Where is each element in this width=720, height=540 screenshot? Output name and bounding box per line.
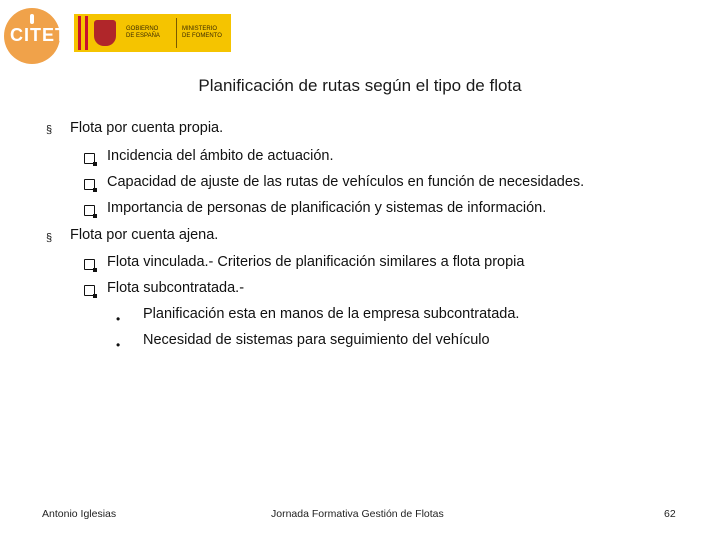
- bullet-2-subitem-1: Planificación esta en manos de la empresa subcontratada.: [143, 306, 520, 322]
- gov-left-line-1: GOBIERNO: [126, 26, 159, 32]
- checkbox-bullet-icon: [84, 285, 95, 296]
- dot-bullet-icon: •: [116, 338, 121, 352]
- flag-stripe-center: [81, 16, 85, 50]
- footer-author: Antonio Iglesias: [42, 508, 117, 520]
- gov-left-line-2: DE ESPAÑA: [126, 33, 160, 39]
- gov-left-text: [126, 26, 160, 40]
- square-bullet-icon: §: [46, 124, 53, 136]
- bullet-1-label: Flota por cuenta propia.: [70, 120, 224, 136]
- citet-logo-mark: [30, 14, 34, 24]
- bullet-2-item-1: Flota vinculada.- Criterios de planificación similares a flota propia: [107, 254, 525, 270]
- checkbox-bullet-icon: [84, 179, 95, 190]
- footer-event: Jornada Formativa Gestión de Flotas: [271, 508, 444, 520]
- bullet-1-item-1: Incidencia del ámbito de actuación.: [107, 148, 334, 164]
- gov-right-line-1: MINISTERIO: [182, 26, 218, 32]
- footer-page-number: 62: [664, 508, 676, 520]
- bullet-2-label: Flota por cuenta ajena.: [70, 227, 219, 243]
- checkbox-bullet-icon: [84, 205, 95, 216]
- slide-title: Planificación de rutas según el tipo de flota: [198, 76, 522, 95]
- citet-logo-text: CITET: [10, 25, 67, 45]
- checkbox-bullet-icon: [84, 153, 95, 164]
- dot-bullet-icon: •: [116, 312, 121, 326]
- bullet-1-item-2: Capacidad de ajuste de las rutas de vehículos en función de necesidades.: [107, 174, 585, 190]
- coat-of-arms-icon: [94, 20, 116, 46]
- bullet-2-item-2: Flota subcontratada.-: [107, 280, 245, 296]
- gov-right-line-2: DE FOMENTO: [182, 33, 222, 39]
- citet-logo: [4, 8, 67, 64]
- bullet-1-item-3: Importancia de personas de planificación y sistemas de información.: [107, 200, 547, 216]
- government-logo: [74, 14, 231, 52]
- checkbox-bullet-icon: [84, 259, 95, 270]
- gov-separator: [176, 18, 177, 48]
- bullet-2-subitem-2: Necesidad de sistemas para seguimiento del vehículo: [143, 332, 490, 348]
- gov-right-text: [182, 26, 222, 40]
- square-bullet-icon: §: [46, 232, 53, 244]
